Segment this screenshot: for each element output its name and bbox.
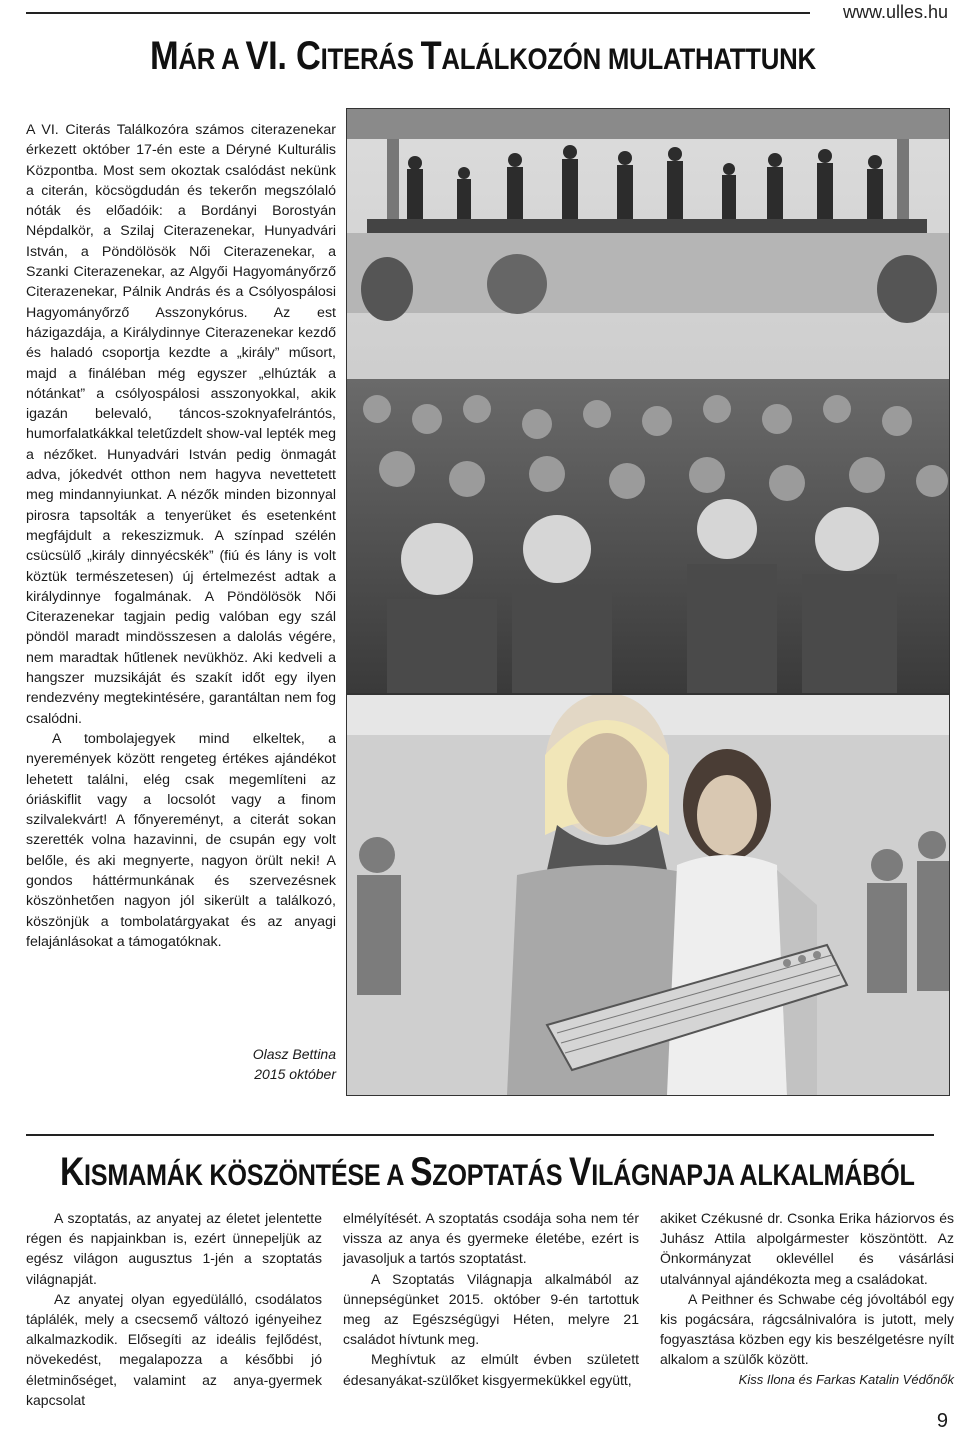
article2-credit: Kiss Ilona és Farkas Katalin Védőnők bbox=[738, 1371, 954, 1387]
header-rule bbox=[26, 12, 810, 14]
paragraph: elmélyítését. A szoptatás csodája soha nem tér vissza az anya és gyermeke életébe, ezért is javasoljuk a tartós szoptatást. bbox=[343, 1210, 639, 1267]
author-name: Olasz Bettina bbox=[252, 1046, 336, 1062]
title-part: VI. C bbox=[245, 34, 321, 78]
article-title-citera bbox=[150, 34, 816, 79]
article-date: 2015 október bbox=[254, 1066, 336, 1082]
paragraph: A szoptatás, az anyatej az életet jelentette régen és napjainkban is, ezért ünnepeljük az egész világon augusztus 1-jén a szoptatás világnapját. bbox=[26, 1210, 322, 1287]
title-part: ITERÁS bbox=[320, 43, 421, 76]
article2-column-3 bbox=[660, 1208, 954, 1390]
title-part: K bbox=[60, 1150, 85, 1194]
title-part: ÁR A bbox=[178, 43, 246, 76]
section-divider bbox=[26, 1134, 934, 1136]
paragraph: A Peithner és Schwabe cég jóvoltából egy kis pogácsára, rágcsálnivalóra is jutott, mely fogyasztása közben egy kis beszélgetésre nyílt alkalom a szülők között. bbox=[660, 1290, 954, 1368]
page-number: 9 bbox=[936, 1410, 948, 1432]
paragraph: A tombolajegyek mind elkeltek, a nyeremények között rengeteg értékes ajándékot lehetett találni, elég csak megemlíteni az óriáskiflit vagy a locsolót vagy a finom szilvalekvárt! A főnyereményt, a citerát sokan szerették volna hazavinni, de csupán egy volt belőle, és aki megnyerte, nagyon örült neki! A gondos háttérmunkának és szervezésnek köszönhetően nagyon jól sikerült a találkozó, köszönjük a tombolatárgyakat és az anyagi felajánlásokat a támogatóknak. bbox=[26, 730, 336, 950]
paragraph: A Szoptatás Világnapja alkalmából az ünnepségünket 2015. október 9-én tartottuk meg az Egészségügyi Héten, melyre 21 családot hívtunk meg. bbox=[343, 1270, 639, 1348]
paragraph: A VI. Citerás Találkozóra számos citerazenekar érkezett október 17-én este a Déryné Kulturális Központba. Most sem okoztak csalódást nekünk a citerán, köcsögdudán és tekerőn megszólaló nóták és előadóik: a Bordányi Borostyán Népdalkör, a Szilaj Citerazenekar, Hunyadvári István, a Pöndölösök Női Citerazenekar, a Szanki Citerazenekar, az Algyői Hagyományőrző Citerazenekar, Pálnik András és a Csólyospálosi Hagyományőrző Asszonykórus. Az est házigazdája, a Királydinnye Citerazenekar kezdő és haladó csoportja kezdte a „király” műsort, majd a fináléban még egyszer „elhúzták a nótánkat” a csólyospálosi asszonyokkal, akik igazán belevaló, táncos-szoknyafelrántós, humorfalatkákkal teletűzdelt show-val lepték meg a nézőket. Hunyadvári István pedig önmagát adva, jókedvét otthon nem hagyva nevettetett meg mindannyiunkat. A nézők minden bizonnyal pirosra tapsolták a tenyerüket és esetenként megfájdult a rekeszizmuk. A színpad szélén csücsülő „király dinnyécskék” (fiú és lány is volt köztük természetesen) új értelmezést adtak a királydinnye fogalmának. A Pöndölösök Női Citerazenekar tagjain pedig valóban egy szál pöndöl maradt mindösszesen a dalolás végére, nem maradtak hűtlenek nevükhöz. Aki kedveli a hangszer muzsikáját és szakít időt egy ilyen rendezvény megtekintésére, garantáltan nem fog csalódni. bbox=[26, 122, 336, 727]
article-title-szoptatas bbox=[60, 1150, 915, 1195]
paragraph: akiket Czékusné dr. Csonka Erika háziorvos és Juhász Attila alpolgármester köszöntött. Az Önkormányzat oklevéllel és vásárlási utalvánnyal ajándékozta meg a családokat. bbox=[660, 1210, 954, 1287]
site-url[interactable]: www.ulles.hu bbox=[842, 2, 948, 22]
photo-stage-audience bbox=[346, 108, 950, 694]
title-part: ILÁGNAPJA ALKALMÁBÓL bbox=[591, 1159, 915, 1192]
title-part: T bbox=[420, 34, 442, 78]
paragraph: Az anyatej olyan egyedülálló, csodálatos táplálék, mely a csecsemő változó igényeihez alkalmazkodik. Elősegíti az ideális fejlődést, növekedést, megalapozza a későbbi jó életminőséget, valamint az anya-gyermek kapcsolat bbox=[26, 1290, 322, 1408]
article-body-citera bbox=[26, 120, 336, 952]
title-part: M bbox=[150, 34, 179, 78]
title-part: ISMAMÁK KÖSZÖNTÉSE A bbox=[84, 1159, 411, 1192]
title-part: ALÁLKOZÓN MULATHATTUNK bbox=[441, 43, 816, 76]
title-part: S bbox=[410, 1150, 433, 1194]
photo-citera-winner bbox=[346, 694, 950, 1096]
title-part: ZOPTATÁS bbox=[432, 1159, 570, 1192]
article2-column-1 bbox=[26, 1208, 322, 1410]
title-part: V bbox=[569, 1150, 592, 1194]
article-signature bbox=[180, 1044, 336, 1084]
article2-column-2 bbox=[343, 1208, 639, 1390]
paragraph: Meghívtuk az elmúlt évben született édesanyákat-szülőket kisgyermekükkel együtt, bbox=[343, 1351, 639, 1388]
